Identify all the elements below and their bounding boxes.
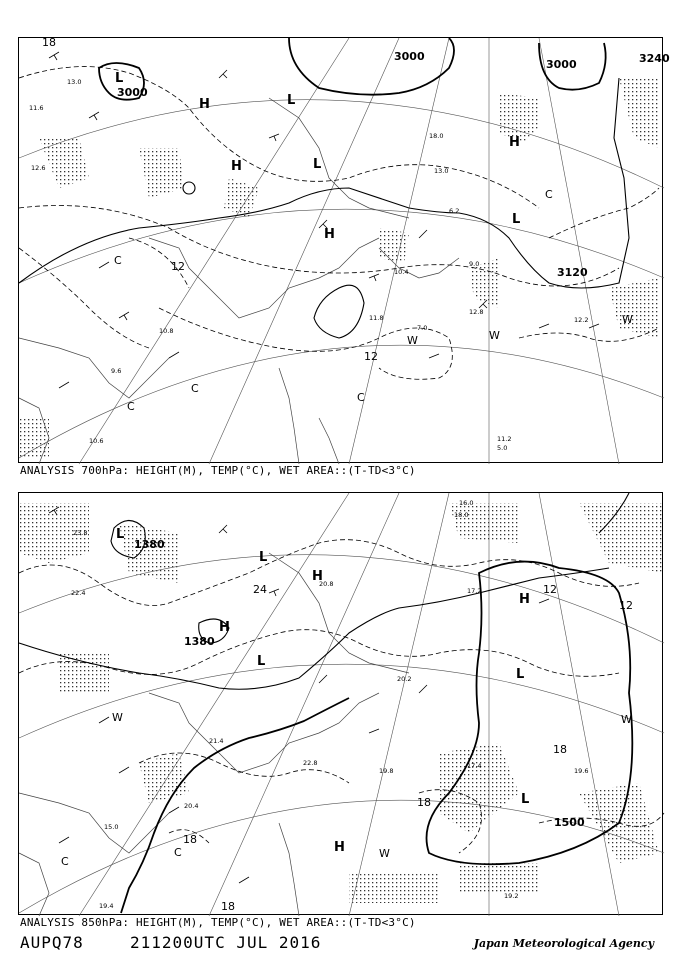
contour-label: 3000 [394, 50, 425, 63]
isotherm-label: 12 [619, 599, 633, 612]
high-center: H [324, 227, 335, 242]
high-center: H [334, 840, 345, 855]
contour-label: 1380 [184, 635, 215, 648]
low-center: L [259, 550, 268, 565]
contour-label: 3240 [639, 52, 670, 65]
cold-marker: C [61, 855, 69, 868]
station-plot: 10.6 [89, 437, 104, 445]
station-plot: 21.4 [209, 737, 224, 745]
chart-code: AUPQ78 [20, 933, 84, 952]
contour-label: 3000 [546, 58, 577, 71]
station-plot: 9.0 [469, 260, 480, 268]
map-850hpa-canvas [19, 493, 664, 916]
coastline [19, 553, 412, 916]
contour-label: 1380 [134, 538, 165, 551]
height-contours [19, 493, 632, 913]
station-plot: 10.4 [394, 268, 409, 276]
cold-marker: C [545, 188, 553, 201]
station-plot: 12.6 [31, 164, 46, 172]
station-plot: 10.8 [159, 327, 174, 335]
cold-marker: C [127, 400, 135, 413]
station-plot: 18.0 [454, 511, 469, 519]
isotherms [19, 540, 664, 853]
isotherm-label: 12 [171, 260, 185, 273]
station-plot: 19.2 [504, 892, 519, 900]
station-plot: 19.4 [99, 902, 114, 910]
station-plot: 12.8 [469, 308, 484, 316]
isotherm-label: 24 [253, 583, 267, 596]
coastline [19, 98, 459, 464]
high-center: H [219, 620, 230, 635]
low-center: L [287, 93, 296, 108]
graticule [19, 38, 664, 464]
station-plot: 7.0 [417, 324, 428, 332]
station-plot: 13.0 [434, 167, 449, 175]
station-plot: 6.2 [449, 207, 460, 215]
contour-label: 3120 [557, 266, 588, 279]
height-contours [19, 38, 629, 338]
isotherm-label: 18 [42, 36, 56, 49]
warm-marker: W [112, 711, 123, 724]
cold-marker: C [191, 382, 199, 395]
cold-marker: C [174, 846, 182, 859]
station-plot: 17.4 [467, 762, 482, 770]
low-center: L [115, 71, 124, 86]
station-plot: 20.2 [397, 675, 412, 683]
map-panel-700hpa [18, 36, 670, 463]
station-plot: 9.6 [111, 367, 122, 375]
station-plot: 18.0 [429, 132, 444, 140]
station-plot: 23.8 [73, 529, 88, 537]
station-plot: 11.8 [369, 314, 384, 322]
warm-marker: W [379, 847, 390, 860]
low-center: L [116, 527, 125, 542]
isotherm-label: 12 [364, 350, 378, 363]
cold-marker: C [357, 391, 365, 404]
station-plot: 22.4 [71, 589, 86, 597]
isotherms [19, 67, 659, 380]
station-plot: 22.8 [303, 759, 318, 767]
high-center: H [509, 135, 520, 150]
low-center: L [313, 157, 322, 172]
warm-marker: W [622, 313, 633, 326]
agency-credit: Japan Meteorological Agency [473, 937, 654, 950]
station-plot: 11.6 [29, 104, 44, 112]
valid-time: 211200UTC JUL 2016 [130, 933, 322, 952]
high-center: H [312, 569, 323, 584]
high-center: H [519, 592, 530, 607]
station-plot: 13.0 [67, 78, 82, 86]
map-700hpa-canvas [19, 36, 670, 464]
station-plot: 5.0 [497, 444, 508, 452]
low-center: L [516, 667, 525, 682]
isotherm-label: 12 [543, 583, 557, 596]
station-plot: 17.2 [467, 587, 482, 595]
station-plot: 20.8 [319, 580, 334, 588]
warm-marker: W [621, 713, 632, 726]
isotherm-label: 18 [221, 900, 235, 913]
isotherm-label: 18 [417, 796, 431, 809]
cold-marker: C [114, 254, 122, 267]
isotherm-label: 18 [553, 743, 567, 756]
panel-caption-850hpa: ANALYSIS 850hPa: HEIGHT(M), TEMP(°C), WET AREA::(T-TD<3°C) [20, 916, 416, 929]
station-plot: 19.8 [379, 767, 394, 775]
station-plot: 12.2 [574, 316, 589, 324]
contour-label: 3000 [117, 86, 148, 99]
high-center: H [231, 159, 242, 174]
low-center: L [521, 792, 530, 807]
station-plot: 11.2 [497, 435, 512, 443]
isotherm-label: 18 [183, 833, 197, 846]
high-center: H [199, 97, 210, 112]
contour-label: 1500 [554, 816, 585, 829]
panel-caption-700hpa: ANALYSIS 700hPa: HEIGHT(M), TEMP(°C), WET AREA::(T-TD<3°C) [20, 464, 416, 477]
warm-marker: W [489, 329, 500, 342]
warm-marker: W [407, 334, 418, 347]
station-plot: 19.6 [574, 767, 589, 775]
map-panel-850hpa [18, 492, 663, 915]
station-plot: 20.4 [184, 802, 199, 810]
station-plot: 16.0 [459, 499, 474, 507]
station-plot: 15.0 [104, 823, 119, 831]
low-center: L [257, 654, 266, 669]
low-center: L [512, 212, 521, 227]
